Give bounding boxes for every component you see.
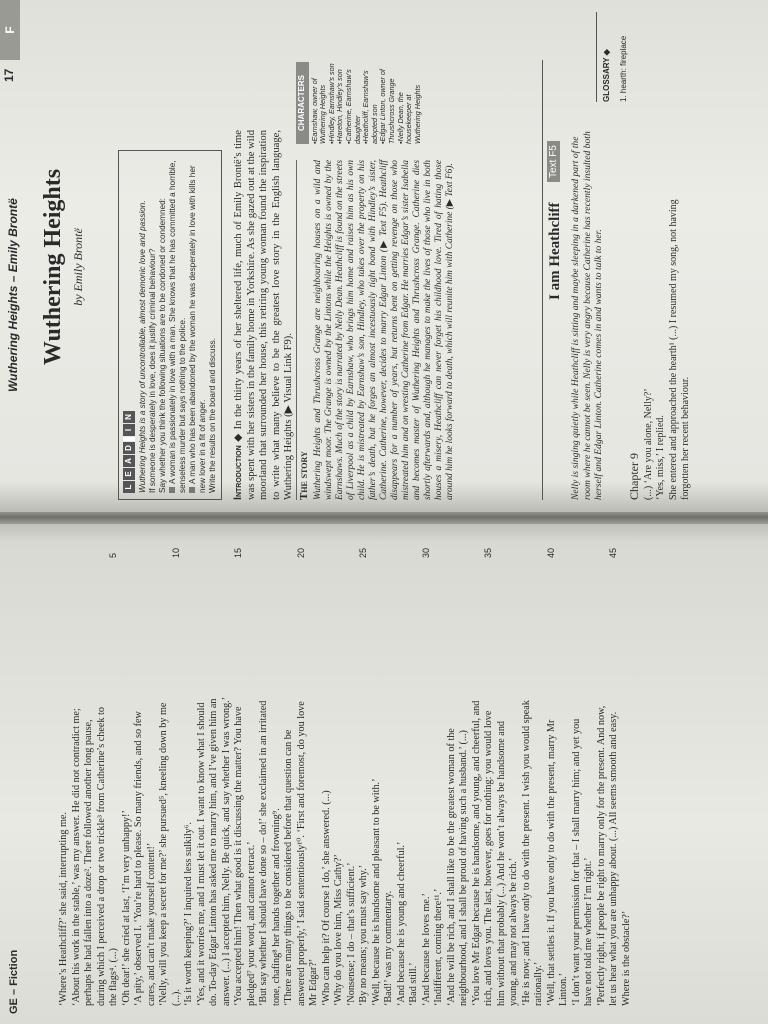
lead-in-box bbox=[118, 150, 222, 500]
lead-in-closing: Write the results on the board and discuss. bbox=[208, 337, 217, 493]
text-line: the flags⁴. (...) bbox=[108, 948, 119, 1006]
text-line: answered properly,’ I said sententiously¹⁰. ‘First and foremost, do you love bbox=[295, 701, 307, 1006]
line-number: 15 bbox=[233, 547, 243, 558]
text-line: ‘A pity,’ observed I. ‘You’re hard to please. So many friends, and so few bbox=[133, 711, 144, 1006]
character-item: ▪ Nelly Dean, the housekeeper at Wuthering Heights bbox=[397, 62, 423, 144]
text-badge: Text F5 bbox=[547, 141, 560, 182]
lead-in-intro: Wuthering Heights is a story of uncontrollable, almost demonic love and passion. bbox=[138, 200, 147, 493]
text-line: ‘I don’t want your permission for that – I shall marry him; and yet you bbox=[570, 718, 582, 1006]
text-line: ‘You accepted him! Then what good is it discussing the matter? You have bbox=[233, 706, 244, 1006]
text-line: answer. (...) I accepted him, Nelly. Be quick, and say whether I was wrong.’ bbox=[220, 696, 232, 1006]
introduction-label: Introduction bbox=[232, 445, 244, 500]
text-line: ‘Oh dear!’ she cried at last, ‘I’m very unhappy!’ bbox=[120, 810, 132, 1006]
lead-in-letter: A bbox=[123, 455, 135, 467]
story-text: Wuthering Heights and Thrushcross Grange are neighbouring houses on a wild and windswept moor. The Grange is owned by the Lintons while the Heights is owned by the Earnshaws. Much of the story is narrated by Nelly Dean. Heathcliff is found on the streets of Liverpool as a child by Earnshaw, who brings him home and raises him as his own child. He is mistreated by Earnshaw’s son, Hindley, who takes over the property on his father’s death, but he forges an almost incestuously tight bond with Hindley’s sister, Catherine. Catherine, however, decides to marry Edgar Linton (▶ Text F5). Heathcliff disappears for a number of years, but returns bent on getting revenge on those who mistreated him and on wresting Catherine from Edgar. He marries Edgar’s sister Isabella and becomes master of Wuthering Heights and Thrushcross Grange. Catherine dies shortly afterwards and, although he manages to make the lives of those who live in both houses a misery, Heathcliff can never forget his childhood love. Tired of hating those around him he looks forward to death, which will reunite him with Catherine (▶ Text F6). bbox=[313, 160, 455, 500]
lead-in-label bbox=[123, 157, 135, 493]
text-line: rich, and loves you. The last, however, goes for nothing: you would love bbox=[483, 710, 494, 1006]
line-number: 30 bbox=[420, 547, 431, 558]
glossary-box bbox=[596, 12, 629, 102]
chapter-line: (...) ‘Are you alone, Nelly?’ bbox=[643, 388, 655, 500]
text-line: ‘Well, because he is handsome and pleasant to be with.’ bbox=[370, 778, 382, 1006]
lead-in-instruction: Say whether you think the following situations are to be condoned or condemned: bbox=[158, 198, 167, 493]
character-item: ▪ Edgar Linton, owner of Thrushcross Grange bbox=[379, 62, 396, 144]
characters-heading: CHARACTERS bbox=[296, 62, 309, 144]
line-number: 40 bbox=[545, 547, 556, 558]
text-line: ‘Nelly, will you keep a secret for me?’ she pursued⁵, kneeling down by me bbox=[158, 702, 169, 1006]
chapter-text bbox=[628, 130, 692, 500]
text-line: ‘Who can help it? Of course I do,’ she answered. (...) bbox=[320, 790, 332, 1006]
square-bullet-icon bbox=[169, 487, 175, 493]
line-number: 45 bbox=[608, 547, 618, 558]
lead-in-letter: L bbox=[123, 481, 135, 493]
text-line: ‘About his work in the stable,’ was my answer. He did not contradict me; bbox=[70, 708, 82, 1006]
text-line: ‘Well, that settles it. If you have only to do with the present, marry Mr bbox=[545, 719, 557, 1006]
line-number: 35 bbox=[483, 547, 493, 558]
text-line: ‘By no means; you must say why.’ bbox=[358, 864, 369, 1006]
page-number: 17 bbox=[2, 68, 16, 82]
text-line: (...). bbox=[170, 989, 182, 1006]
text-line: ‘And he will be rich, and I shall like to be the greatest woman of the bbox=[445, 728, 457, 1006]
text-line: Mr Edgar?’ bbox=[308, 958, 319, 1006]
introduction-text: In the thirty years of her sheltered life, much of Emily Brontë’s time was spent with her sisters in the family home in Yorkshire. As she gazed out at the wild moorland that surrounded her house, this retiring young woman found the inspiration to write what many believe to be the greatest love story in the English language, Wuthering Heights (▶ Visual Link F9). bbox=[233, 130, 295, 500]
text-line: tone, chafing⁸ her hands together and frowning⁹. bbox=[270, 808, 282, 1006]
book-gutter bbox=[0, 510, 768, 524]
text-line: ‘Bad!’ was my commentary. bbox=[383, 890, 394, 1006]
chapter-line: She entered and approached the hearth¹ (...) I resumed my song, not having bbox=[667, 199, 679, 500]
extract-title: I am Heathcliff bbox=[547, 202, 563, 300]
lead-in-letter: N bbox=[123, 411, 135, 423]
story-summary bbox=[296, 160, 456, 500]
line-number: 5 bbox=[108, 552, 118, 558]
text-line: cares, and can’t make yourself content!’ bbox=[145, 842, 157, 1006]
line-number: 25 bbox=[358, 547, 368, 558]
left-page bbox=[0, 522, 768, 1024]
character-item: ▪ Hindley, Earnshaw’s son bbox=[328, 62, 337, 144]
extract-heading bbox=[542, 60, 563, 500]
lead-in-letter bbox=[123, 437, 135, 441]
story-heading: The story bbox=[298, 451, 310, 500]
text-line: ‘Nonsense; I do – that’s sufficient.’ bbox=[345, 862, 357, 1006]
chapter-lines bbox=[643, 130, 692, 500]
text-line: neighbourhood, and I shall be proud of having such a husband.’ (...) bbox=[458, 730, 469, 1006]
lead-in-letter: E bbox=[123, 468, 135, 480]
text-line: let us hear what you are unhappy about. (...) All seems smooth and easy. bbox=[608, 711, 619, 1006]
glossary-heading: GLOSSARY ◆ bbox=[602, 49, 611, 102]
extract-intro: Nelly is singing quietly while Heathcliff is sitting and maybe sleeping in a darkened part of the room where he cannot be seen. Nelly is very angry because Catherine has recently insulted both herself and Edgar Linton. Catherine comes in and wants to talk to her. bbox=[570, 131, 605, 500]
lead-in-item: A woman is passionately in love with a man. She knows that he has committed a horrible, senseless murder but says nothing to the police. bbox=[168, 160, 187, 493]
line-number: 20 bbox=[295, 547, 306, 558]
lead-in-letter: I bbox=[123, 424, 135, 436]
text-line: Where is the obstacle?’ bbox=[620, 910, 632, 1006]
text-line: ‘And because he is young and cheerful.’ bbox=[395, 841, 407, 1006]
line-number: 10 bbox=[170, 547, 181, 558]
text-line: ‘You love Mr Edgar because he is handsome, and young, and cheerful, and bbox=[470, 700, 482, 1006]
text-line: ‘He is now; and I have only to do with the present. I wish you would speak bbox=[520, 700, 532, 1006]
characters-box bbox=[296, 62, 422, 144]
byline: by Emily Brontë bbox=[71, 228, 85, 306]
text-line: young, and may not always be rich.’ bbox=[508, 857, 519, 1006]
text-line: rationally.’ bbox=[533, 961, 544, 1006]
diamond-icon: ◆ bbox=[602, 49, 611, 56]
text-line: Linton.’ bbox=[558, 972, 569, 1006]
text-line: ‘Indifferent, coming there¹¹.’ bbox=[433, 888, 444, 1006]
left-running-head: GE – Fiction bbox=[8, 949, 20, 1014]
text-line: ‘Is it worth keeping?’ I inquired less sulkily⁶. bbox=[183, 822, 194, 1006]
character-item: ▪ Catherine, Earnshaw’s daughter bbox=[345, 62, 362, 144]
novel-extract-text bbox=[58, 566, 633, 1006]
text-line: during which I perceived a drop or two trickle³ from Catherine’s cheek to bbox=[95, 707, 107, 1006]
text-line: pledged⁷ your word, and cannot retract.’ bbox=[245, 841, 257, 1006]
text-line: ‘There are many things to be considered before that question can be bbox=[283, 729, 294, 1006]
text-line: him without that probably (...) And he won’t always be handsome and bbox=[495, 720, 507, 1006]
lead-in-item: A man who has been abandoned by the woman he was desperately in love with kills her new lover in a fit of anger. bbox=[188, 165, 207, 493]
lead-in-letter: D bbox=[123, 442, 135, 454]
character-item: ▪ Hareton, Hindley’s son bbox=[336, 62, 345, 144]
chapter-title: Chapter 9 bbox=[627, 453, 641, 500]
glossary-item: 1. hearth: fireplace bbox=[619, 35, 628, 102]
text-line: ‘Why do you love him, Miss Cathy?’ bbox=[333, 854, 344, 1006]
character-item: ▪ Earnshaw, owner of Wuthering Heights bbox=[311, 62, 328, 144]
right-running-head: Wuthering Heights – Emily Brontë bbox=[6, 198, 20, 392]
text-line: ‘Perfectly right, if people be right to marry only for the present. And now, bbox=[595, 705, 607, 1006]
character-item: ▪ Heathcliff, Earnshaw’s adopted son bbox=[362, 62, 379, 144]
page-title: Wuthering Heights bbox=[40, 168, 66, 366]
lead-in-question: If someone is desperately in love, does it justify criminal behaviour? bbox=[148, 248, 157, 493]
text-line: ‘Where’s Heathcliff?’ she said, interrupting me. bbox=[58, 812, 69, 1006]
text-line: ‘Bad still.’ bbox=[408, 962, 419, 1006]
text-line: ‘But say whether I should have done so – do!’ she exclaimed in an irritated bbox=[258, 700, 269, 1006]
title-block bbox=[40, 142, 86, 392]
characters-list bbox=[311, 62, 423, 144]
text-line: do. To-day Edgar Linton has asked me to marry him, and I’ve given him an bbox=[208, 698, 219, 1006]
text-line: have not told me whether I’m right.’ bbox=[583, 857, 594, 1006]
text-line: ‘Yes, and it worries me, and I must let it out. I want to know what I should bbox=[195, 702, 207, 1006]
text-line: perhaps he had fallen into a doze². There followed another long pause, bbox=[83, 719, 94, 1006]
section-tab: F bbox=[0, 0, 20, 60]
chapter-line: forgotten her recent behaviour. bbox=[679, 376, 691, 500]
introduction-paragraph bbox=[232, 130, 296, 500]
chapter-line: ‘Yes, miss,’ I replied. bbox=[655, 415, 667, 500]
diamond-icon: ◆ bbox=[233, 432, 244, 442]
text-line: ‘And because he loves me.’ bbox=[420, 893, 432, 1006]
square-bullet-icon bbox=[189, 487, 195, 493]
